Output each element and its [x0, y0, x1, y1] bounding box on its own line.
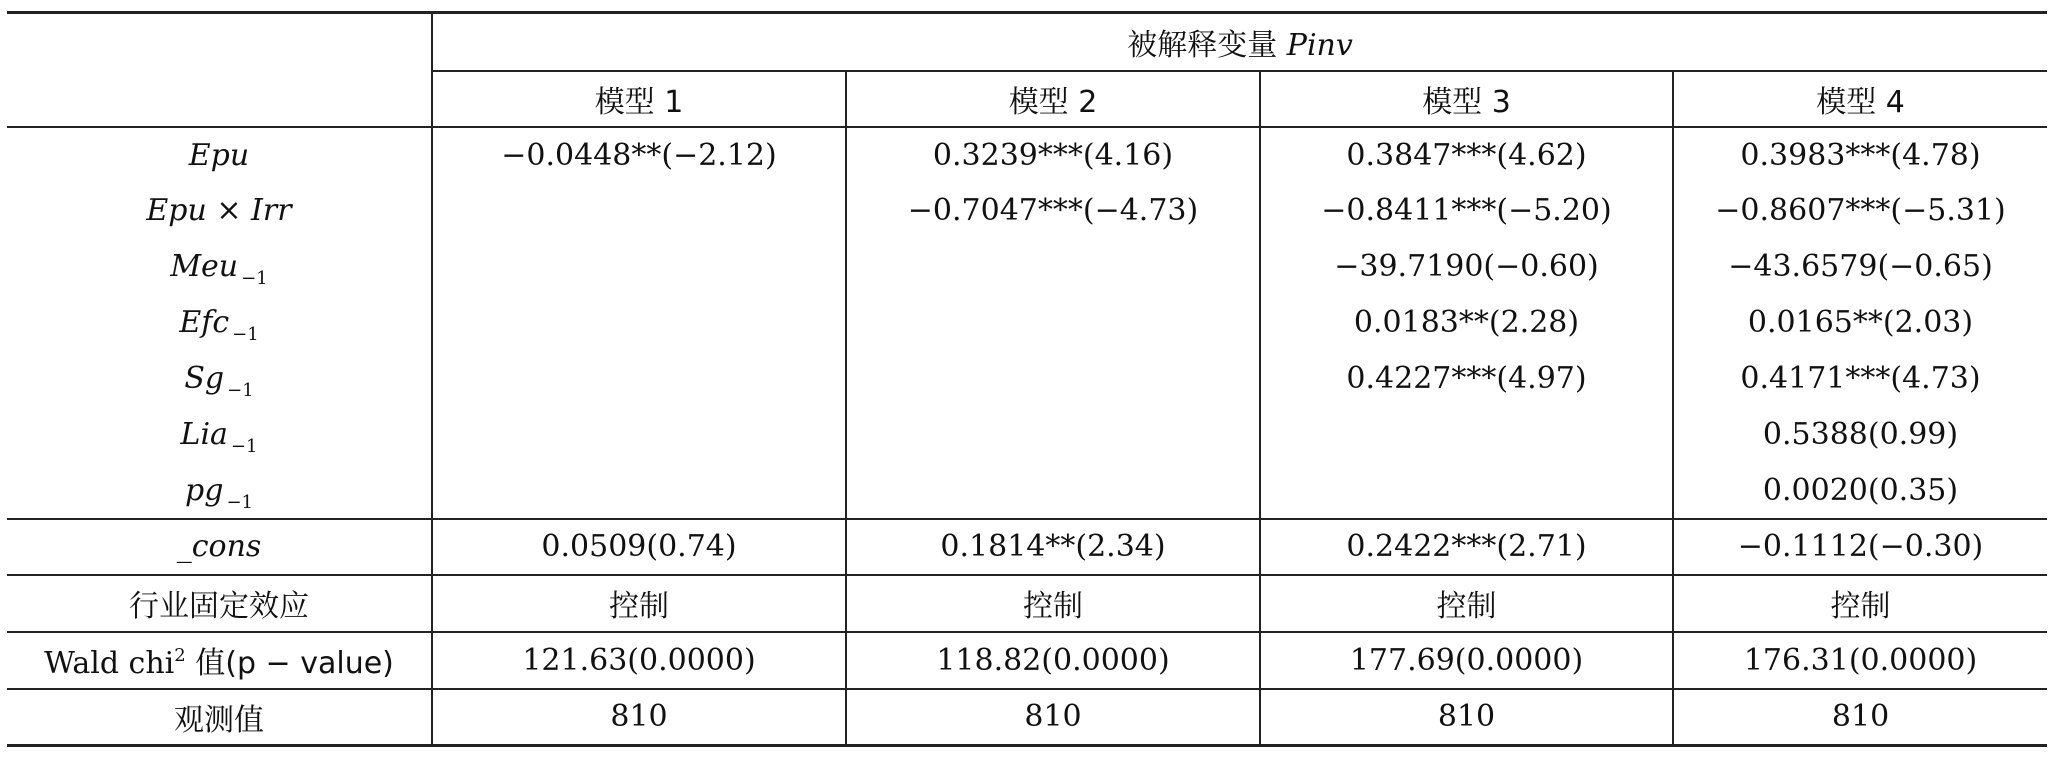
- industry-fe-cell-1: 控制: [432, 575, 846, 632]
- header-row-dependent-variable: [7, 13, 2047, 71]
- coefficient-cell: [846, 351, 1260, 407]
- model-header-3: 模型 3: [1260, 71, 1673, 127]
- coefficient-cell: −0.7047***(−4.73): [846, 183, 1260, 239]
- coefficient-cell: [432, 239, 846, 295]
- variable-name-cell: [7, 351, 432, 407]
- dependent-variable-name: Pinv: [1286, 27, 1353, 63]
- coefficient-cell: 0.1814**(2.34): [846, 519, 1260, 575]
- coefficient-cell: [846, 463, 1260, 519]
- observations-cell-2: 810: [846, 689, 1260, 746]
- coefficient-cell: 0.3847***(4.62): [1260, 127, 1673, 183]
- coefficient-cell: [846, 239, 1260, 295]
- coefficient-cell: 0.0020(0.35): [1673, 463, 2047, 519]
- coefficient-row: [7, 463, 2047, 519]
- variable-name-cell: [7, 239, 432, 295]
- variable-name: _cons: [176, 529, 262, 564]
- industry-fe-cell-3: 控制: [1260, 575, 1673, 632]
- coefficient-cell: 0.5388(0.99): [1673, 407, 2047, 463]
- coefficient-cell: [432, 295, 846, 351]
- observations-cell-1: 810: [432, 689, 846, 746]
- coefficient-row: [7, 239, 2047, 295]
- coefficient-cell: 0.2422***(2.71): [1260, 519, 1673, 575]
- variable-name: Lia: [180, 417, 228, 452]
- header-corner-cell-2: [7, 71, 432, 127]
- industry-fe-label: 行业固定效应: [7, 575, 432, 632]
- observations-label: 观测值: [7, 689, 432, 746]
- coefficient-cell: −0.8411***(−5.20): [1260, 183, 1673, 239]
- model-header-4: 模型 4: [1673, 71, 2047, 127]
- coefficient-cell: −0.8607***(−5.31): [1673, 183, 2047, 239]
- coefficient-cell: −39.7190(−0.60): [1260, 239, 1673, 295]
- wald-cell-3: 177.69(0.0000): [1260, 632, 1673, 689]
- coefficient-row: [7, 183, 2047, 239]
- coefficient-cell: [1260, 407, 1673, 463]
- variable-lag-subscript: −1: [226, 491, 253, 513]
- coefficient-cell: [846, 407, 1260, 463]
- coefficient-cell: 0.0183**(2.28): [1260, 295, 1673, 351]
- variable-lag-subscript: −1: [227, 380, 254, 401]
- header-row-models: [7, 71, 2047, 127]
- coefficient-cell: 0.3239***(4.16): [846, 127, 1260, 183]
- variable-name: Meu: [170, 249, 239, 284]
- coefficient-row: [7, 127, 2047, 183]
- model-header-1: 模型 1: [432, 71, 846, 127]
- model-header-2: 模型 2: [846, 71, 1260, 127]
- coefficient-row: [7, 351, 2047, 407]
- coefficient-cell: −0.1112(−0.30): [1673, 519, 2047, 575]
- variable-lag-subscript: −1: [232, 324, 259, 345]
- coefficient-cell: 0.4227***(4.97): [1260, 351, 1673, 407]
- coefficient-cell: [432, 463, 846, 519]
- variable-name-cell: [7, 295, 432, 351]
- header-corner-cell: [7, 13, 432, 71]
- variable-name-cell: [7, 407, 432, 463]
- wald-cell-2: 118.82(0.0000): [846, 632, 1260, 689]
- coefficient-cell: 0.0509(0.74): [432, 519, 846, 575]
- variable-lag-subscript: −1: [230, 436, 258, 457]
- coefficient-cell: 0.4171***(4.73): [1673, 351, 2047, 407]
- wald-label-post: 值(p − value): [185, 646, 394, 681]
- industry-fe-cell-2: 控制: [846, 575, 1260, 632]
- coefficient-cell: [432, 183, 846, 239]
- coefficient-cell: −43.6579(−0.65): [1673, 239, 2047, 295]
- coefficient-row: [7, 519, 2047, 575]
- coefficient-cell: [1260, 463, 1673, 519]
- dependent-variable-prefix: 被解释变量: [1127, 27, 1278, 63]
- observations-cell-4: 810: [1673, 689, 2047, 746]
- variable-name-cell: [7, 519, 432, 575]
- variable-name: Efc: [179, 305, 230, 340]
- coefficient-row: [7, 407, 2047, 463]
- coefficient-cell: −0.0448**(−2.12): [432, 127, 846, 183]
- coefficient-cell: [432, 407, 846, 463]
- variable-name-cell: [7, 463, 432, 519]
- variable-name: Sg: [184, 361, 225, 396]
- wald-row: [7, 632, 2047, 689]
- wald-cell-1: 121.63(0.0000): [432, 632, 846, 689]
- regression-table: [7, 11, 2047, 747]
- industry-fe-row: [7, 575, 2047, 632]
- variable-name-cell: [7, 183, 432, 239]
- coefficient-rows: [7, 127, 2047, 575]
- wald-cell-4: 176.31(0.0000): [1673, 632, 2047, 689]
- observations-cell-3: 810: [1260, 689, 1673, 746]
- coefficient-cell: 0.3983***(4.78): [1673, 127, 2047, 183]
- wald-label: [7, 632, 432, 689]
- coefficient-cell: [432, 351, 846, 407]
- variable-name-cell: [7, 127, 432, 183]
- variable-lag-subscript: −1: [241, 268, 268, 289]
- variable-name: Epu: [188, 137, 250, 173]
- variable-name: Epu × Irr: [146, 193, 292, 228]
- wald-label-pre: Wald chi: [44, 646, 175, 681]
- industry-fe-cell-4: 控制: [1673, 575, 2047, 632]
- coefficient-cell: 0.0165**(2.03): [1673, 295, 2047, 351]
- dependent-variable-header: [432, 13, 2047, 71]
- variable-name: pg: [185, 472, 224, 508]
- observations-row: [7, 689, 2047, 746]
- coefficient-cell: [846, 295, 1260, 351]
- wald-label-sup: 2: [174, 645, 186, 666]
- coefficient-row: [7, 295, 2047, 351]
